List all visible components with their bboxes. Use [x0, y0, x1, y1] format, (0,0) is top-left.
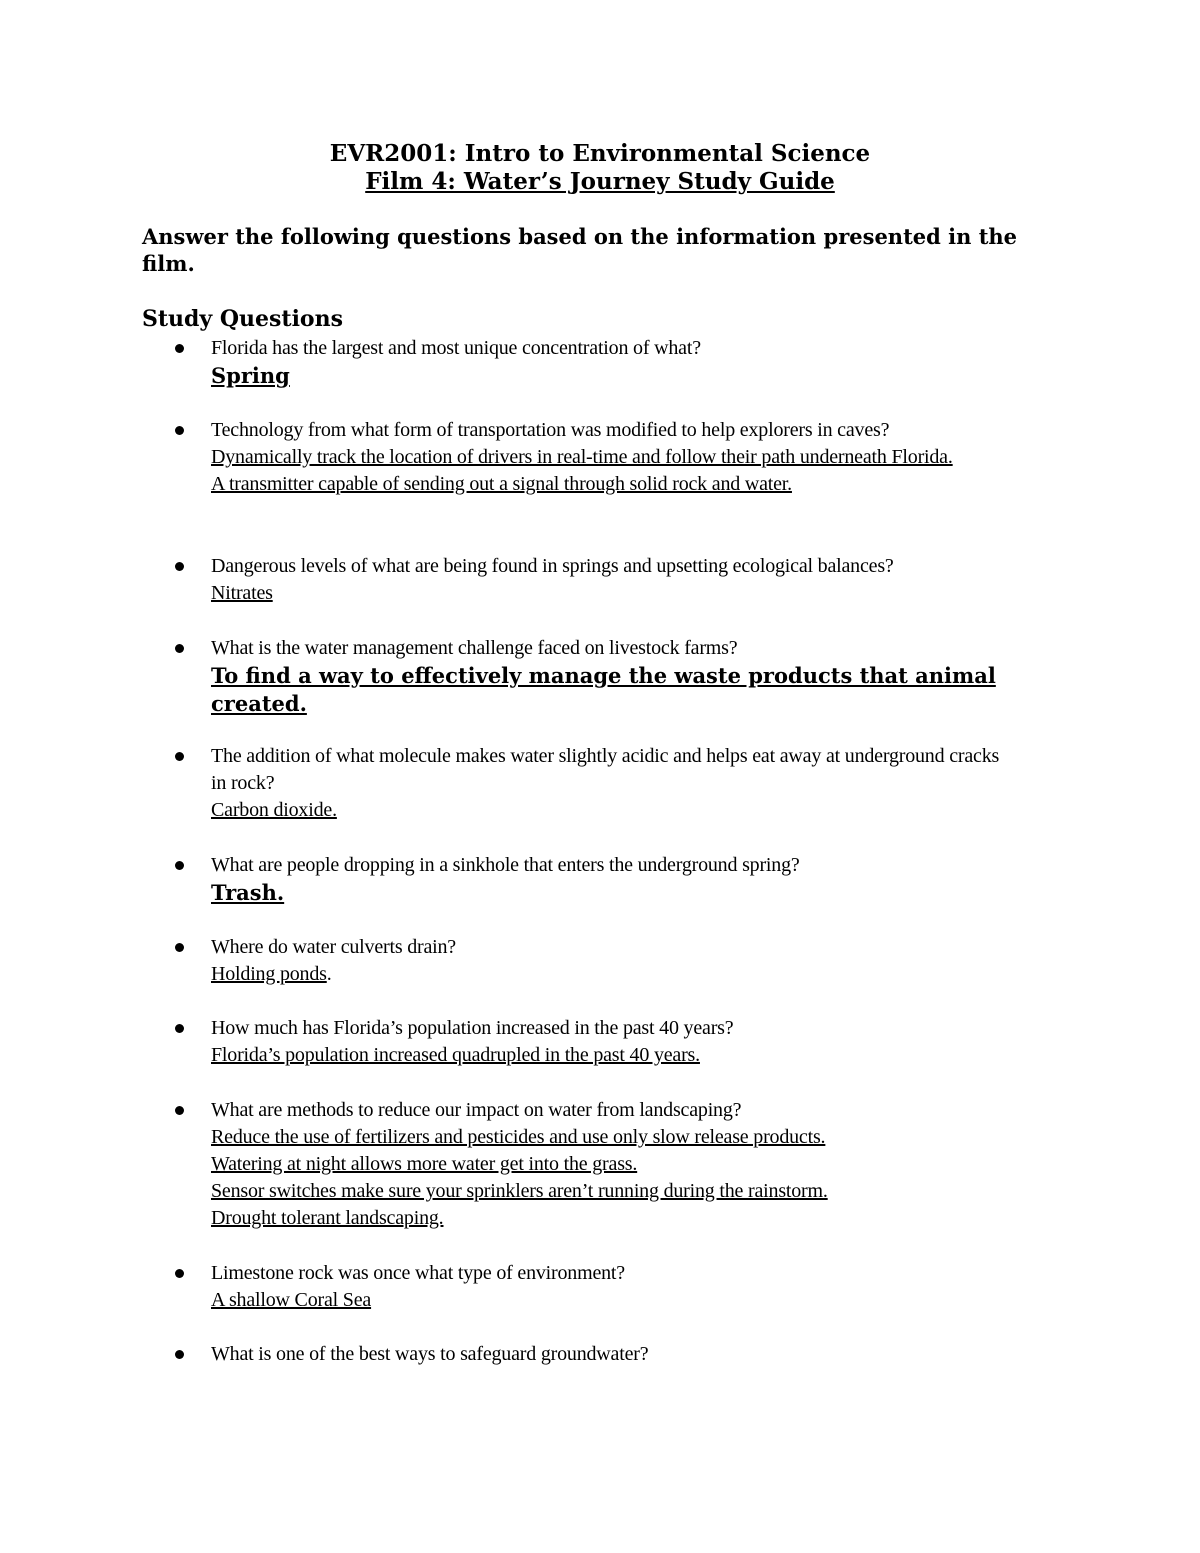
- bullet-icon: [175, 861, 184, 870]
- bullet-icon: [175, 1350, 184, 1359]
- bullet-icon: [175, 562, 184, 571]
- bullet-icon: [175, 1024, 184, 1033]
- answer-text: Drought tolerant landscaping.: [211, 1207, 444, 1229]
- answer-text: Florida’s population increased quadrupled in the past 40 years.: [211, 1044, 700, 1066]
- question-item: [211, 1097, 1071, 1232]
- question-text: Dangerous levels of what are being found in springs and upsetting ecological balances?: [211, 555, 894, 577]
- answer-line: [211, 961, 1071, 988]
- answer-text: Carbon dioxide.: [211, 799, 337, 821]
- answer-text: Spring: [211, 363, 290, 388]
- question-text: Florida has the largest and most unique concentration of what?: [211, 337, 701, 359]
- question-text: What are people dropping in a sinkhole that enters the underground spring?: [211, 854, 800, 876]
- answer-text: Sensor switches make sure your sprinklers aren’t running during the rainstorm.: [211, 1180, 828, 1202]
- question-item: [211, 934, 1071, 988]
- question-item: [211, 635, 1071, 718]
- question-text: The addition of what molecule makes water slightly acidic and helps eat away at underground cracks in rock?: [211, 745, 1000, 794]
- instructions: Answer the following questions based on the information presented in the film.: [142, 224, 1018, 276]
- question-item: [211, 335, 1071, 390]
- question-item: [211, 743, 1071, 824]
- question-text: How much has Florida’s population increased in the past 40 years?: [211, 1017, 734, 1039]
- question-text: What is one of the best ways to safeguard groundwater?: [211, 1343, 649, 1365]
- answer-text: Watering at night allows more water get into the grass.: [211, 1153, 638, 1175]
- bullet-icon: [175, 426, 184, 435]
- bullet-icon: [175, 752, 184, 761]
- question-text: Limestone rock was once what type of environment?: [211, 1262, 625, 1284]
- question-text: Where do water culverts drain?: [211, 936, 456, 958]
- answer-text: Trash.: [211, 880, 285, 905]
- course-title: EVR2001: Intro to Environmental Science: [329, 140, 871, 167]
- bullet-icon: [175, 344, 184, 353]
- question-item: [211, 1341, 1071, 1368]
- question-item: [211, 1015, 1071, 1069]
- question-text: Technology from what form of transportation was modified to help explorers in caves?: [211, 419, 890, 441]
- answer-text: Holding ponds: [211, 963, 327, 985]
- answer-text: Dynamically track the location of drivers in real-time and follow their path underneath Florida.: [211, 446, 953, 468]
- bullet-icon: [175, 943, 184, 952]
- answer-suffix: .: [326, 963, 332, 985]
- bullet-icon: [175, 1106, 184, 1115]
- section-heading: Study Questions: [142, 306, 343, 332]
- answer-text: Nitrates: [211, 582, 273, 604]
- answer-text: To find a way to effectively manage the waste products that animal created.: [211, 663, 996, 716]
- question-text: What are methods to reduce our impact on water from landscaping?: [211, 1099, 742, 1121]
- bullet-icon: [175, 1269, 184, 1278]
- question-item: [211, 1260, 1071, 1314]
- bullet-icon: [175, 644, 184, 653]
- question-item: [211, 852, 1071, 907]
- answer-text: A shallow Coral Sea: [211, 1289, 372, 1311]
- answer-text: Reduce the use of fertilizers and pesticides and use only slow release products.: [211, 1126, 826, 1148]
- question-item: [211, 553, 1071, 607]
- answer-text: A transmitter capable of sending out a signal through solid rock and water.: [211, 473, 792, 495]
- question-item: [211, 417, 1071, 498]
- question-text: What is the water management challenge faced on livestock farms?: [211, 637, 738, 659]
- study-guide-title: Film 4: Water’s Journey Study Guide: [365, 168, 835, 195]
